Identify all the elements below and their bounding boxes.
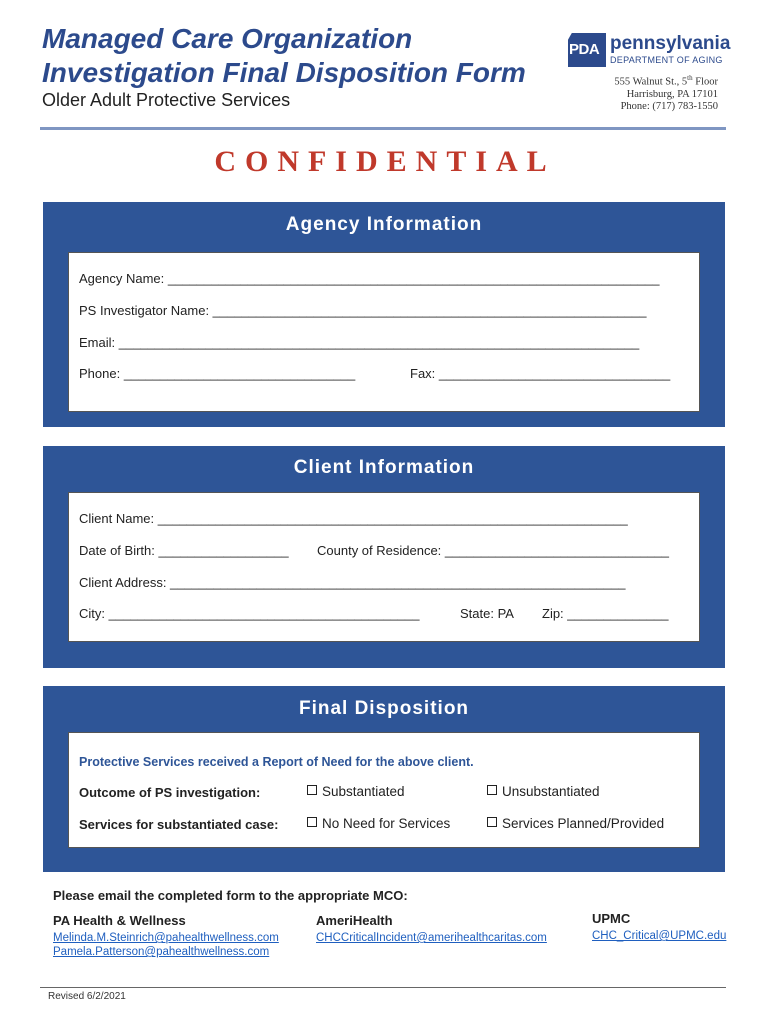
- email-link[interactable]: CHC_Critical@UPMC.edu: [592, 930, 727, 942]
- no-need-checkbox[interactable]: No Need for Services: [307, 816, 450, 831]
- client-panel-title: Client Information: [293, 457, 475, 478]
- planned-checkbox[interactable]: Services Planned/Provided: [487, 816, 664, 831]
- agency-form: [68, 252, 700, 412]
- mco-instructions: Please email the completed form to the appropriate MCO:: [53, 888, 408, 903]
- mco-pa-health: [53, 913, 279, 959]
- agency-panel: [43, 202, 725, 427]
- state-field: State: PA: [460, 606, 514, 621]
- header-divider: [40, 127, 726, 130]
- disposition-panel-title: Final Disposition: [298, 698, 470, 719]
- agency-panel-title: Agency Information: [285, 214, 483, 235]
- email-link[interactable]: Pamela.Patterson@pahealthwellness.com: [53, 946, 270, 958]
- form-subtitle: Older Adult Protective Services: [42, 90, 291, 110]
- form-title-line2: Investigation Final Disposition Form: [42, 57, 526, 88]
- agency-name-field[interactable]: Agency Name: ____________________________________________________________________: [79, 271, 660, 286]
- logo-abbr: PDA: [569, 41, 600, 58]
- address-street: 555 Walnut St., 5th Floor: [614, 74, 718, 88]
- email-field[interactable]: Email: ________________________________________________________________________: [79, 335, 640, 350]
- disposition-intro: Protective Services received a Report of Need for the above client.: [79, 755, 474, 769]
- mco-name: AmeriHealth: [316, 913, 393, 928]
- checkbox-icon: [307, 817, 317, 827]
- address-phone: Phone: (717) 783-1550: [620, 100, 718, 112]
- substantiated-checkbox[interactable]: Substantiated: [307, 784, 405, 799]
- mco-amerihealth: [316, 913, 547, 945]
- footer-divider: [40, 987, 726, 988]
- checkbox-icon: [307, 785, 317, 795]
- zip-field[interactable]: Zip: ______________: [542, 606, 669, 621]
- logo-dept: DEPARTMENT OF AGING: [610, 55, 723, 65]
- mco-name: PA Health & Wellness: [53, 913, 186, 928]
- disposition-panel: [43, 686, 725, 872]
- revision-date: Revised 6/2/2021: [48, 991, 126, 1002]
- services-label: Services for substantiated case:: [79, 817, 279, 832]
- mco-name: UPMC: [592, 911, 631, 926]
- checkbox-icon: [487, 785, 497, 795]
- email-link[interactable]: CHCCriticalIncident@amerihealthcaritas.com: [316, 932, 547, 944]
- agency-address: [614, 72, 718, 113]
- city-field[interactable]: City: ___________________________________________: [79, 606, 420, 621]
- outcome-label: Outcome of PS investigation:: [79, 785, 261, 800]
- fax-field[interactable]: Fax: ________________________________: [410, 366, 671, 381]
- investigator-name-field[interactable]: PS Investigator Name: ____________________________________________________________: [79, 303, 647, 318]
- logo-name: pennsylvania: [610, 33, 731, 54]
- checkbox-icon: [487, 817, 497, 827]
- client-address-field[interactable]: Client Address: _______________________________________________________________: [79, 575, 626, 590]
- form-title: [42, 22, 526, 90]
- county-field[interactable]: County of Residence: _______________________________: [317, 543, 670, 558]
- email-link[interactable]: Melinda.M.Steinrich@pahealthwellness.com: [53, 932, 279, 944]
- dob-field[interactable]: Date of Birth: __________________: [79, 543, 289, 558]
- mco-upmc: [592, 911, 726, 943]
- client-name-field[interactable]: Client Name: _________________________________________________________________: [79, 511, 628, 526]
- address-city: Harrisburg, PA 17101: [626, 88, 718, 100]
- form-title-line1: Managed Care Organization: [42, 23, 413, 54]
- disposition-form: [68, 732, 700, 848]
- client-form: [68, 492, 700, 642]
- unsubstantiated-checkbox[interactable]: Unsubstantiated: [487, 784, 600, 799]
- phone-field[interactable]: Phone: ________________________________: [79, 366, 356, 381]
- confidential-stamp: CONFIDENTIAL: [214, 145, 556, 178]
- client-panel: [43, 446, 725, 668]
